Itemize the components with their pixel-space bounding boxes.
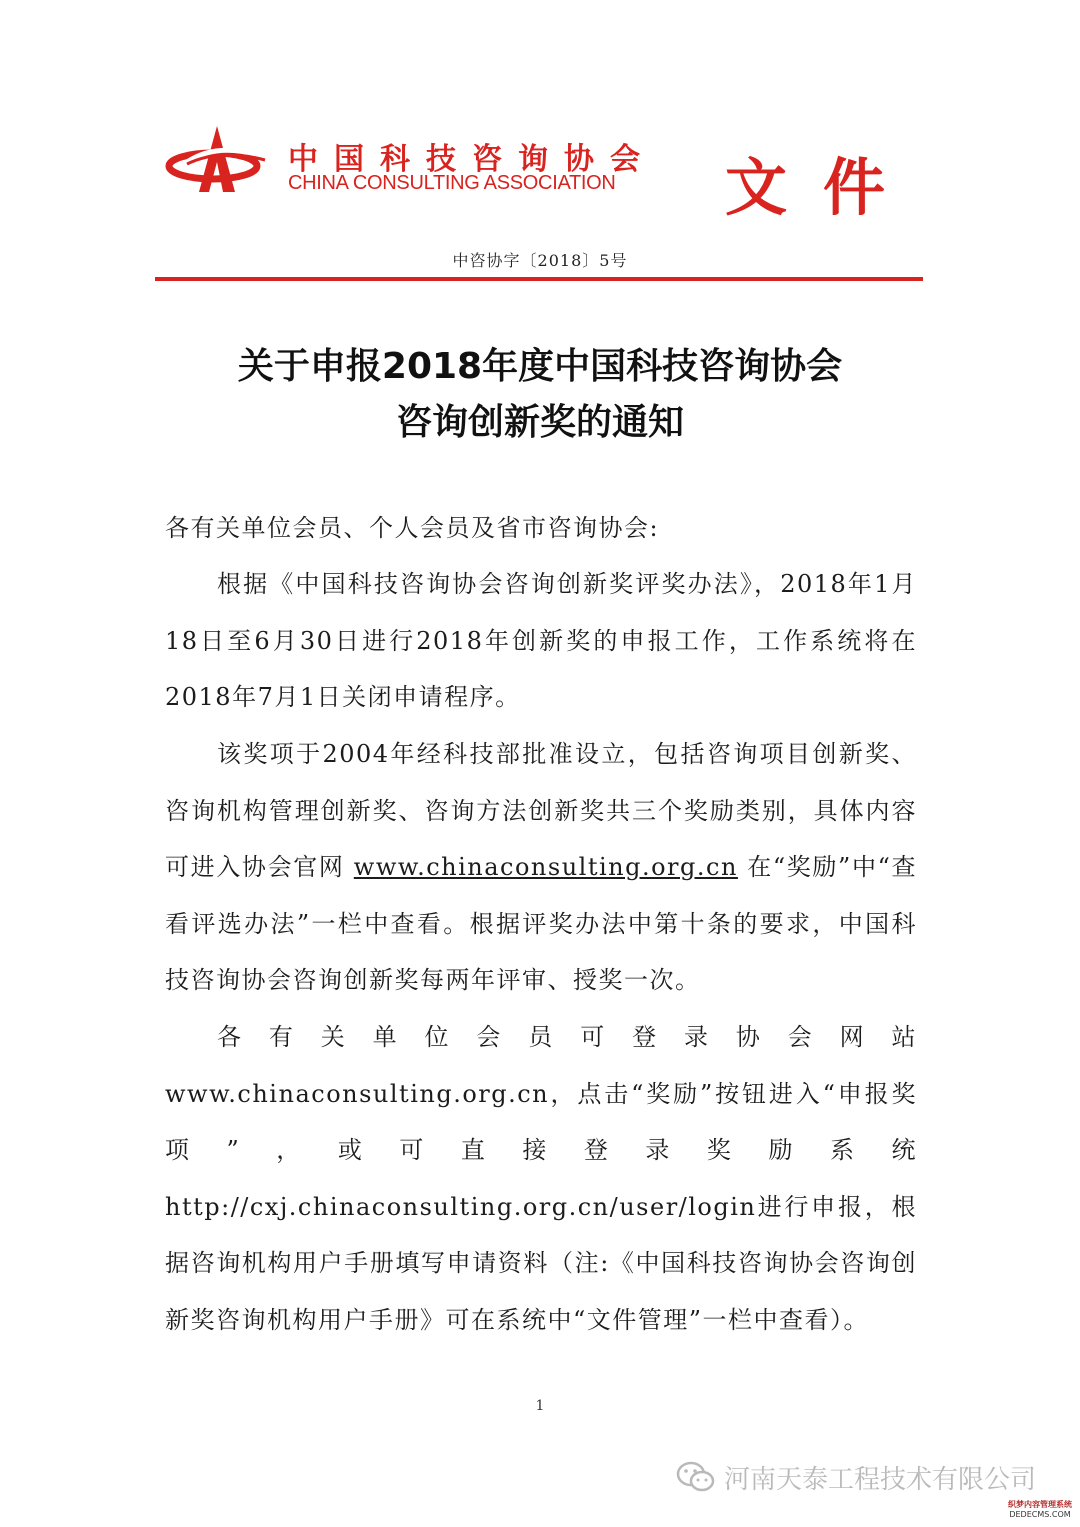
org-name-cn: 中国科技咨询协会 — [288, 142, 656, 177]
red-divider — [155, 277, 923, 281]
paragraph-3: 各有关单位会员可登录协会网站www.chinaconsulting.org.cn，点击“奖励”按钮进入“申报奖项”，或可直接登录奖励系统http://cxj.chinaconsulting.org.cn/user/login进行申报，根据咨询机构用户手册填写申请资料（注:《中国科技咨询协会咨询创新奖咨询机构用户手册》可在系统中“文件管理”一栏中查看）。 — [165, 1023, 917, 1334]
document-number: 中咨协字〔2018〕5号 — [452, 251, 628, 270]
paragraph-2-text-a: 该奖项于2004年经科技部批准设立，包括咨询项目创新奖、咨询机构管理创新奖、咨询方法创新奖共三个奖励类别，具体内容可进入协会官网 — [165, 740, 917, 881]
wechat-icon — [676, 1460, 716, 1494]
document-type-label: 文件 — [725, 151, 922, 224]
paragraph-2 — [165, 726, 917, 1009]
salutation: 各有关单位会员、个人会员及省市咨询协会: — [165, 514, 660, 542]
title-line-1: 关于申报2018年度中国科技咨询协会 — [237, 346, 843, 387]
watermark-text: 河南天泰工程技术有限公司 — [724, 1464, 1037, 1495]
paragraph-2-text-b: 在“奖励”中“查看评选办法”一栏中查看。根据评奖办法中第十条的要求，中国科技咨询协会咨询创新奖每两年评审、授奖一次。 — [165, 853, 918, 994]
page-number: 1 — [535, 1398, 545, 1414]
corner-stamp — [1003, 1500, 1077, 1524]
website-link[interactable]: www.chinaconsulting.org.cn — [353, 853, 738, 881]
title-line-2: 咨询创新奖的通知 — [395, 402, 684, 443]
cca-logo-icon — [165, 122, 270, 200]
corner-stamp-line-2: DEDECMS.COM — [1009, 1510, 1071, 1519]
org-name-en: CHINA CONSULTING ASSOCIATION — [288, 172, 616, 194]
watermark — [676, 1455, 1036, 1499]
corner-stamp-line-1: 织梦内容管理系统 — [1008, 1500, 1072, 1509]
paragraph-1: 根据《中国科技咨询协会咨询创新奖评奖办法》，2018年1月18日至6月30日进行2018年创新奖的申报工作，工作系统将在2018年7月1日关闭申请程序。 — [165, 570, 917, 711]
